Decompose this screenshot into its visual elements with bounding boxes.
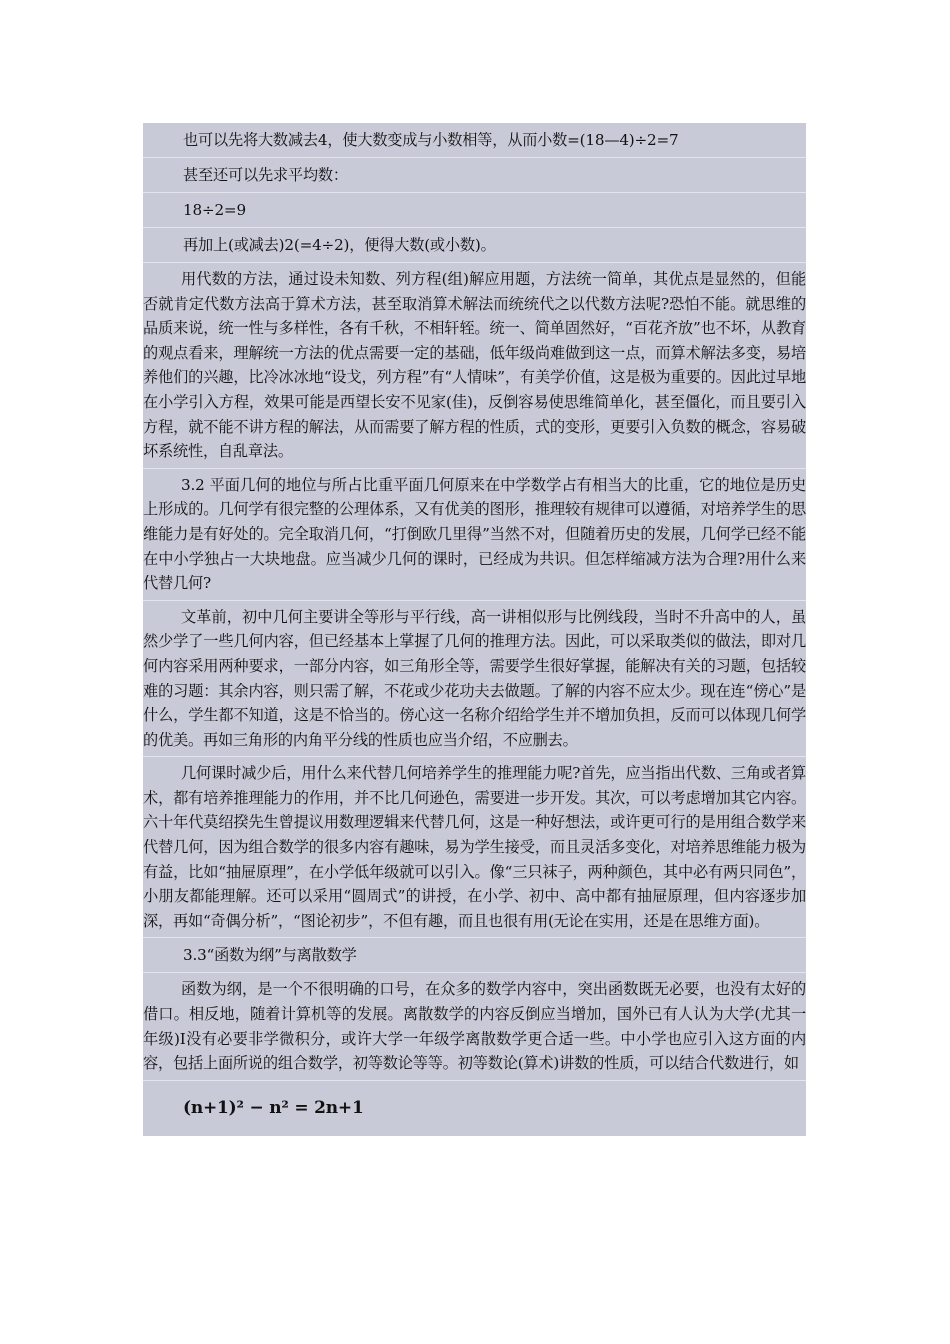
document-page [143,123,806,1136]
text-line: 18÷2=9 [143,193,806,228]
paragraph: 文革前，初中几何主要讲全等形与平行线，高一讲相似形与比例线段，当时不升高中的人，虽然少学了一些几何内容，但已经基本上掌握了几何的推理方法。因此，可以采取类似的做法，即对几何内容采用两种要求，一部分内容，如三角形全等，需要学生很好掌握，能解决有关的习题，包括较难的习题：其余内容，则只需了解，不花或少花功夫去做题。了解的内容不应太少。现在连“傍心”是什么，学生都不知道，这是不恰当的。傍心这一名称介绍给学生并不增加负担，反而可以体现几何学的优美。再如三角形的内角平分线的性质也应当介绍，不应删去。 [143,601,806,758]
formula-text: (n+1)² − n² = 2n+1 [183,1098,364,1119]
text-line: 甚至还可以先求平均数： [143,158,806,193]
paragraph: 用代数的方法，通过设未知数、列方程(组)解应用题，方法统一简单，其优点是显然的，但能否就肯定代数方法高于算术方法，甚至取消算术解法而统统代之以代数方法呢?恐怕不能。就思维的品质来说，统一性与多样性，各有千秋，不相轩轾。统一、简单固然好，“百花齐放”也不坏，从教育的观点看来，理解统一方法的优点需要一定的基础，低年级尚难做到这一点，而算术解法多变，易培养他们的兴趣，比冷冰冰地“设戈，列方程”有“人情味”，有美学价值，这是极为重要的。因此过早地在小学引入方程，效果可能是西望长安不见家(佳)，反倒容易使思维简单化，甚至僵化，而且要引入方程，就不能不讲方程的解法，从而需要了解方程的性质，式的变形，更要引入负数的概念，容易破坏系统性，自乱章法。 [143,263,806,469]
paragraph: 几何课时减少后，用什么来代替几何培养学生的推理能力呢?首先，应当指出代数、三角或者算术，都有培养推理能力的作用，并不比几何逊色，需要进一步开发。其次，可以考虑增加其它内容。六十年代莫绍揆先生曾提议用数理逻辑来代替几何，这是一种好想法，或许更可行的是用组合数学来代替几何，因为组合数学的很多内容有趣味，易为学生接受，而且灵活多变化，对培养思维能力极为有益，比如“抽屉原理”，在小学低年级就可以引入。像“三只袜子，两种颜色，其中必有两只同色”，小朋友都能理解。还可以采用“圆周式”的讲授，在小学、初中、高中都有抽屉原理，但内容逐步加深，再如“奇偶分析”，“图论初步”，不但有趣，而且也很有用(无论在实用，还是在思维方面)。 [143,757,806,938]
text-line: 再加上(或减去)2(=4÷2)，便得大数(或小数)。 [143,228,806,263]
text-line: 也可以先将大数减去4，使大数变成与小数相等，从而小数=(18—4)÷2=7 [143,123,806,158]
paragraph: 函数为纲，是一个不很明确的口号，在众多的数学内容中，突出函数既无必要，也没有太好的借口。相反地，随着计算机等的发展。离散数学的内容反倒应当增加，国外已有人认为大学(尤其一年级)I没有必要非学微积分，或许大学一年级学离散数学更合适一些。中小学也应引入这方面的内容，包括上面所说的组合数学，初等数论等等。初等数论(算术)讲数的性质，可以结合代数进行，如 [143,973,806,1080]
section-heading: 3.3“函数为纲”与离散数学 [143,938,806,973]
paragraph: 3.2 平面几何的地位与所占比重平面几何原来在中学数学占有相当大的比重，它的地位是历史上形成的。几何学有很完整的公理体系，又有优美的图形，推理较有规律可以遵循，对培养学生的思维能力是有好处的。完全取消几何，“打倒欧几里得”当然不对，但随着历史的发展，几何学已经不能在中小学独占一大块地盘。应当减少几何的课时，已经成为共识。但怎样缩减方法为合理?用什么来代替几何? [143,469,806,601]
formula [143,1081,806,1136]
